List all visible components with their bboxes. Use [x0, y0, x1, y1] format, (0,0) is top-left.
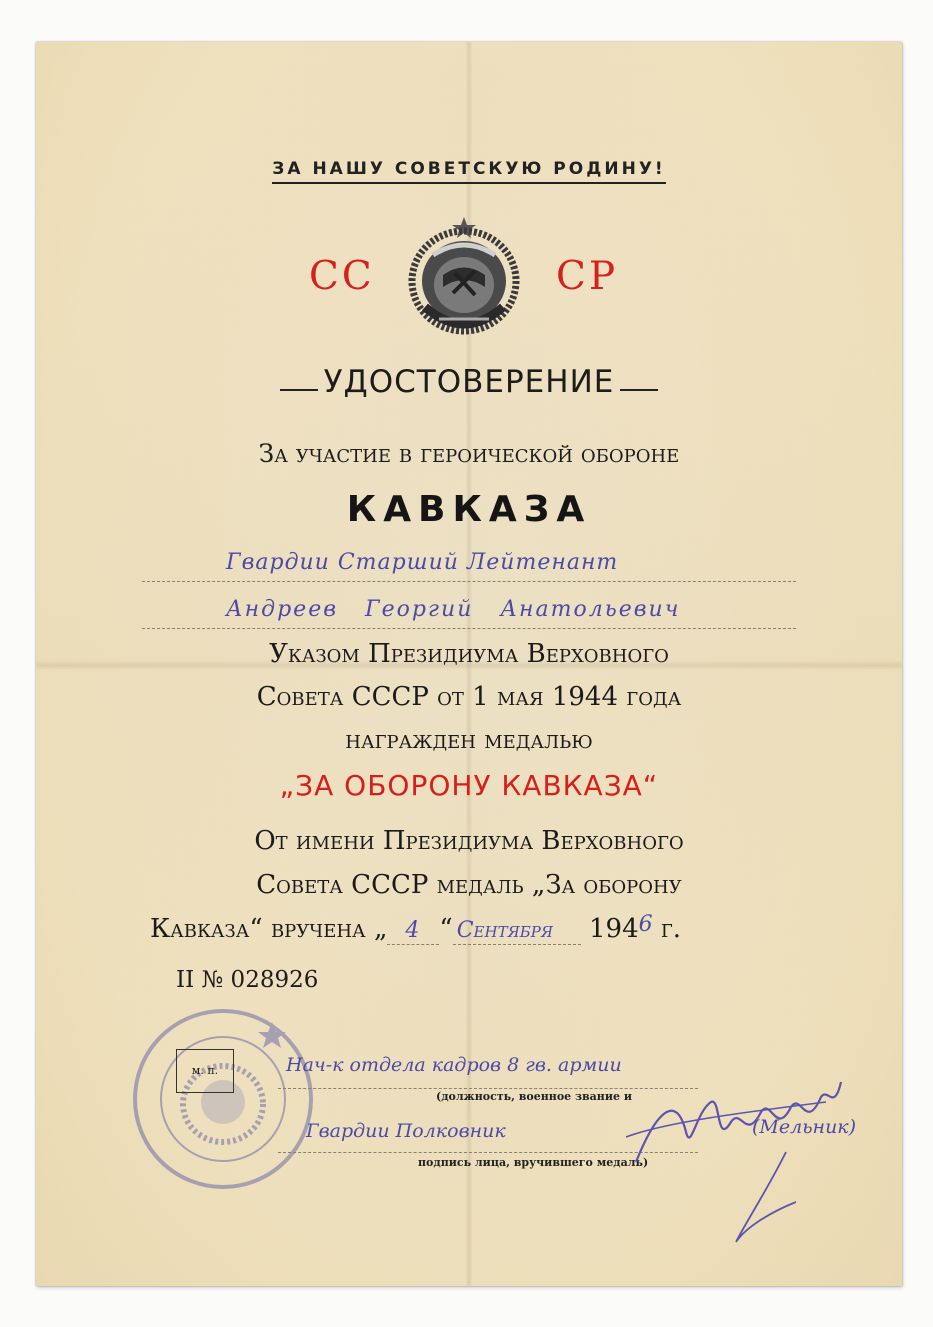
divider — [620, 389, 658, 391]
medal-name: „ЗА ОБОРОНУ КАВКАЗА“ — [279, 769, 659, 802]
signature-caption: подпись лица, вручившего медаль) — [418, 1156, 649, 1169]
stamp-place-box: м. п. — [176, 1049, 234, 1093]
region-heading: КАВКАЗА — [346, 489, 592, 530]
presentation-line-3-suffix: г. — [652, 914, 682, 944]
official-rank: Гвардии Полковник — [306, 1120, 506, 1142]
state-abbrev-right: СР — [556, 254, 619, 299]
position-caption: (должность, военное звание и — [436, 1090, 632, 1103]
decree-line-2: Совета СССР от 1 мая 1944 года — [256, 682, 682, 712]
handwritten-day: 4 — [405, 918, 420, 943]
decree-line-3: награжден медалью — [345, 725, 593, 755]
official-position: Нач-к отдела кадров 8 гв. армии — [286, 1054, 622, 1076]
ussr-emblem-icon — [403, 215, 525, 345]
certificate-sheet — [36, 42, 902, 1286]
state-abbrev-left: СС — [309, 254, 375, 299]
serial-number: II № 028926 — [176, 967, 319, 993]
recipient-rank: Гвардии Старший Лейтенант — [226, 550, 619, 575]
subtitle: За участие в героической обороне — [258, 439, 680, 468]
decree-line-1: Указом Президиума Верховного — [269, 639, 669, 669]
presentation-line-2: Совета СССР медаль „За оборону — [256, 870, 682, 900]
motto: ЗА НАШУ СОВЕТСКУЮ РОДИНУ! — [36, 159, 902, 179]
handwritten-signature-icon — [596, 1052, 856, 1252]
recipient-name: Андреев Георгий Анатольевич — [226, 597, 681, 622]
divider — [280, 389, 318, 391]
presentation-line-3 — [150, 914, 681, 945]
handwritten-year-digit: 6 — [638, 912, 653, 937]
handwritten-month: Сентября — [456, 918, 553, 943]
official-stamp-icon — [128, 1004, 318, 1194]
presentation-line-3-prefix: Кавказа“ вручена „ — [150, 914, 388, 944]
document-title: УДОСТОВЕРЕНИЕ — [36, 364, 902, 400]
official-name: (Мельник) — [752, 1116, 857, 1138]
presentation-line-1: От имени Президиума Верховного — [254, 826, 684, 856]
presentation-line-3-mid: “ — [439, 914, 453, 944]
year-prefix: 194 — [580, 914, 639, 944]
